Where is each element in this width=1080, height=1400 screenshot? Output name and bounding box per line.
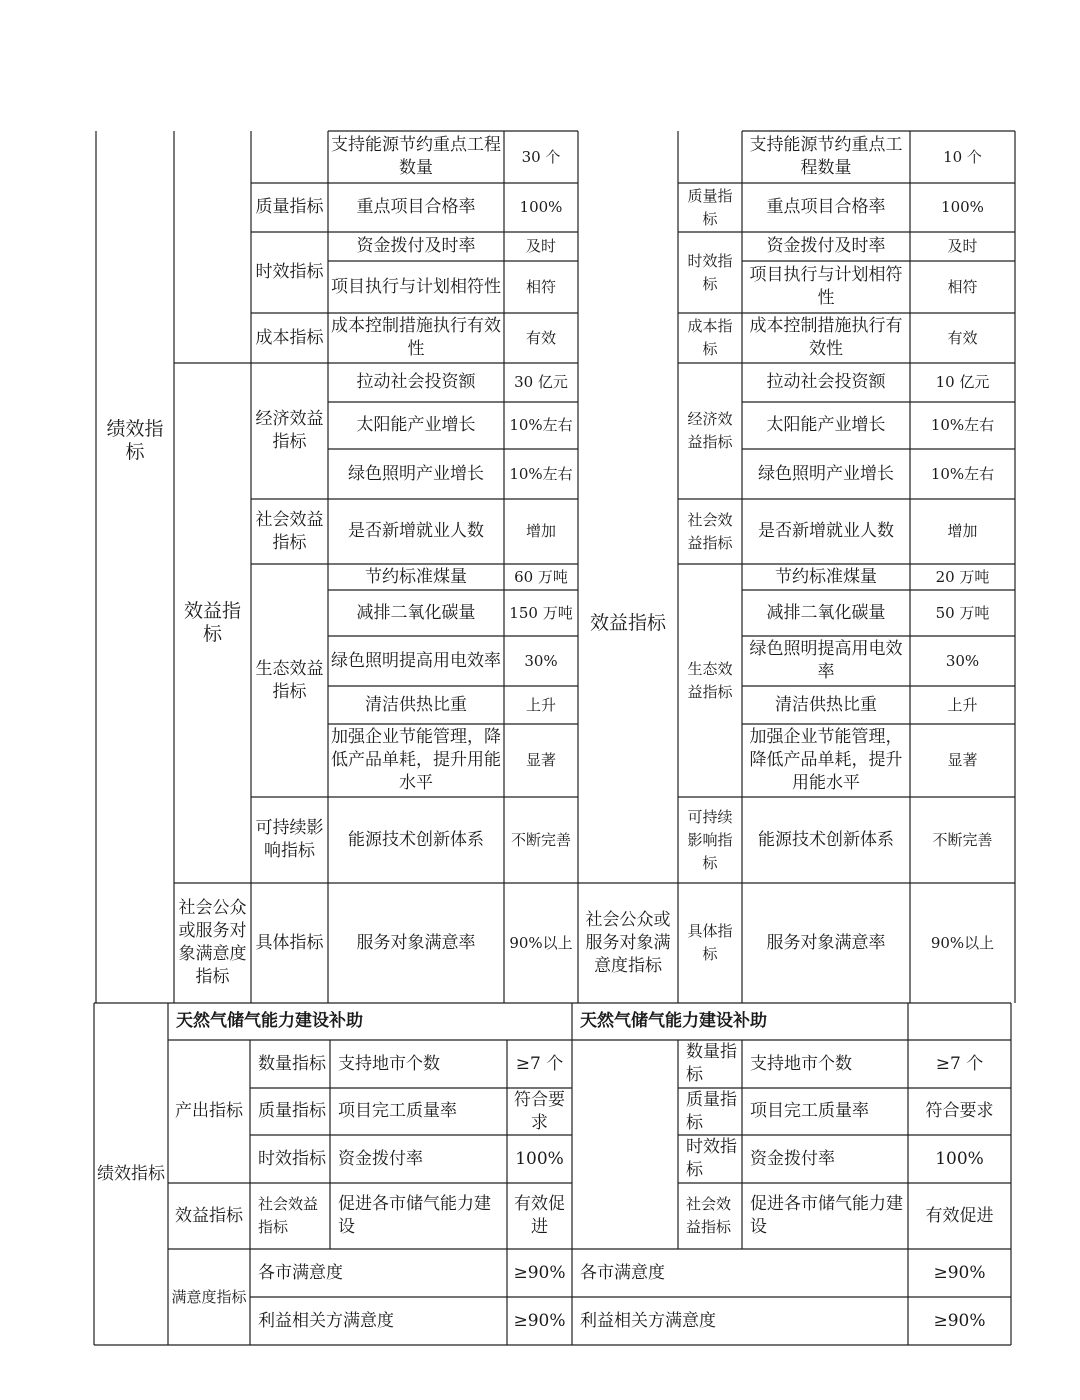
row-value: 显著 [525,751,556,769]
section-title: 天然气储气能力建设补助 [176,1011,363,1031]
row-name: 项目完工质量率 [338,1101,457,1121]
row-name: 绿色照明提高用电效率 [749,639,903,682]
row-name: 利益相关方满意度 [258,1310,394,1331]
row-name: 支持能源节约重点工程数量 [749,135,903,178]
group-quantity-right: 数量指标 [686,1042,737,1085]
row-value: 10%左右 [930,416,995,434]
row-value: 显著 [947,751,978,769]
row-value: 相符 [947,277,978,296]
row-name: 重点项目合格率 [356,197,476,217]
row-name: 绿色照明产业增长 [758,463,894,484]
row-name: 拉动社会投资额 [356,372,476,392]
row-name: 资金拨付率 [750,1148,835,1169]
output-header: 产出指标 [175,1101,243,1121]
row-value: 10 个 [943,147,982,166]
row-value: ≥90% [513,1262,566,1283]
row-name: 各市满意度 [258,1262,343,1283]
row-value: 50 万吨 [935,603,990,622]
group-economic-right: 经济效益指标 [687,410,733,451]
group-time-right: 时效指标 [686,1137,737,1180]
group-quantity: 数量指标 [258,1053,326,1074]
group-social-right: 社会效益指标 [687,510,733,552]
row-value: 20 万吨 [935,567,990,586]
row-name: 加强企业节能管理，降低产品单耗，提升用能水平 [749,727,903,793]
benefit-header-right: 效益指标 [589,611,666,634]
row-name: 太阳能产业增长 [356,415,476,435]
group-social: 社会效益指标 [258,1195,319,1236]
group-social: 社会效益指标 [255,509,324,553]
row-value: 10%左右 [509,464,573,483]
row-name: 支持地市个数 [750,1053,852,1074]
group-cost-right: 成本指标 [687,317,733,358]
row-value: ≥90% [933,1310,986,1331]
row-value: 150 万吨 [509,603,573,622]
group-time: 时效指标 [258,1148,326,1169]
row-value: 有效 [947,328,978,347]
row-name: 项目执行与计划相符性 [331,276,501,297]
row-value: 100% [941,198,984,216]
row-name: 节约标准煤量 [365,566,467,587]
row-name: 拉动社会投资额 [766,372,886,392]
row-value: 90%以上 [509,933,573,952]
row-value: 10%左右 [509,416,573,434]
group-eco-right: 生态效益指标 [687,659,733,701]
row-name: 能源技术创新体系 [348,829,484,850]
row-value: 100% [515,1148,564,1169]
row-value: ≥7 个 [515,1053,564,1074]
row-value: 30 亿元 [514,373,568,391]
row-value: ≥90% [933,1262,986,1283]
row-value: 增加 [947,522,978,540]
row-name: 节约标准煤量 [775,566,877,587]
row-name: 是否新增就业人数 [758,521,894,541]
row-name: 清洁供热比重 [365,694,467,715]
row-name: 资金拨付及时率 [356,236,476,256]
row-value: 增加 [525,522,556,540]
row-name: 能源技术创新体系 [758,829,894,850]
row-name: 服务对象满意率 [356,932,476,953]
group-cost: 成本指标 [255,327,324,348]
satisfaction-header: 满意度指标 [171,1287,247,1306]
row-name: 资金拨付率 [338,1148,423,1169]
satisfaction-header: 社会公众或服务对象满意度指标 [178,898,247,987]
row-name: 清洁供热比重 [775,694,877,715]
row-value: 有效促进 [925,1205,994,1226]
row-value: 不断完善 [510,830,571,849]
group-time: 时效指标 [255,262,324,282]
group-specific: 具体指标 [255,932,324,953]
group-time-right: 时效指标 [687,251,733,293]
row-name: 服务对象满意率 [766,932,886,953]
row-value: 10 亿元 [935,373,990,391]
row-value: 30% [524,651,558,670]
perf-header: 绩效指标 [97,1163,165,1184]
row-value: 90%以上 [930,933,995,952]
row-name: 是否新增就业人数 [348,521,484,541]
row-name: 减排二氧化碳量 [356,602,476,623]
row-value: 有效 [525,328,556,347]
row-value: 不断完善 [932,830,993,849]
row-name: 加强企业节能管理，降低产品单耗，提升用能水平 [331,727,501,793]
row-name: 成本控制措施执行有效性 [331,316,501,359]
row-name: 绿色照明产业增长 [348,463,484,484]
row-name: 绿色照明提高用电效率 [331,650,501,671]
perf-header: 绩效指标 [106,418,164,463]
row-value: 30 个 [521,147,561,166]
row-value: 有效促进 [514,1194,565,1237]
row-name: 支持地市个数 [338,1053,440,1074]
benefit-header: 效益指标 [183,600,241,645]
row-value: 30% [945,651,980,670]
row-value: 上升 [525,695,556,714]
row-name: 减排二氧化碳量 [766,602,886,623]
row-name: 促进各市储气能力建设 [750,1194,903,1237]
group-quality-right: 质量指标 [686,1089,737,1133]
satisfaction-header-right: 社会公众或服务对象满意度指标 [585,909,671,976]
row-name: 项目执行与计划相符性 [749,265,903,308]
row-value: 符合要求 [514,1089,565,1133]
row-name: 促进各市储气能力建设 [338,1194,491,1237]
group-eco: 生态效益指标 [255,658,324,702]
row-value: ≥7 个 [935,1053,984,1074]
group-quality: 质量指标 [255,197,324,217]
row-value: 60 万吨 [514,567,568,586]
row-value: 100% [935,1148,984,1169]
row-value: 符合要求 [925,1101,994,1121]
row-value: 相符 [525,277,556,296]
group-sustain-right: 可持续影响指标 [687,807,733,872]
row-value: ≥90% [513,1310,566,1331]
row-name: 重点项目合格率 [766,197,886,217]
row-value: 10%左右 [930,464,995,483]
row-name: 成本控制措施执行有效性 [749,316,903,359]
row-value: 上升 [947,695,978,714]
row-value: 100% [519,198,563,216]
group-sustain: 可持续影响指标 [255,818,324,861]
row-name: 项目完工质量率 [750,1101,869,1121]
group-social-right: 社会效益指标 [686,1195,732,1236]
row-name: 利益相关方满意度 [580,1310,716,1331]
group-specific-right: 具体指标 [687,922,733,963]
row-name: 太阳能产业增长 [766,415,886,435]
section-title-right: 天然气储气能力建设补助 [580,1011,767,1031]
row-name: 支持能源节约重点工程数量 [331,135,501,178]
group-quality: 质量指标 [258,1101,326,1121]
row-name: 各市满意度 [580,1262,665,1283]
row-value: 及时 [525,237,556,255]
group-quality-right: 质量指标 [687,186,733,228]
group-economic: 经济效益指标 [255,409,324,452]
row-value: 及时 [947,237,978,255]
row-name: 资金拨付及时率 [766,236,886,256]
benefit-header: 效益指标 [175,1205,243,1226]
